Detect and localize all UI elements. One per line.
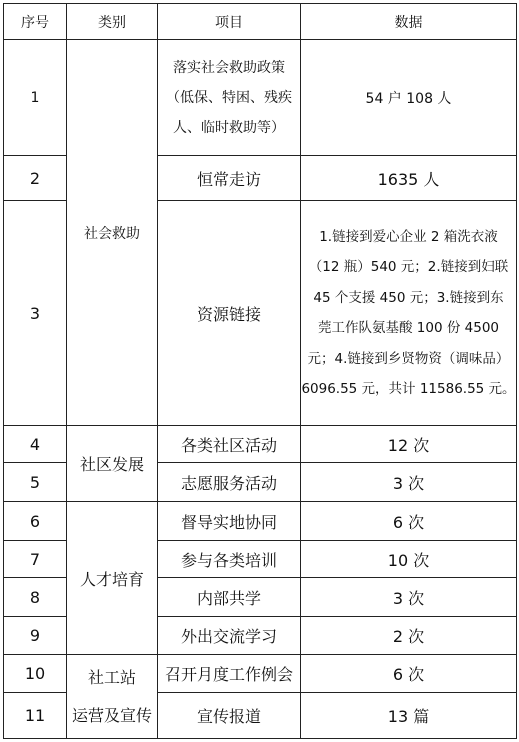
row-data: 13 篇	[301, 693, 517, 739]
data-line: 45 个支援 450 元；3.链接到东	[313, 289, 504, 306]
data-line: 元；4.链接到乡贤物资（调味品）	[307, 350, 510, 367]
row-item	[158, 40, 301, 156]
row-item: 督导实地协同	[158, 502, 301, 541]
row-data: 1635 人	[301, 156, 517, 201]
row-seq: 2	[4, 156, 67, 201]
data-line: 莞工作队氨基酸 100 份 4500	[318, 320, 499, 336]
row-item: 参与各类培训	[158, 541, 301, 578]
data-line: 6096.55 元，共计 11586.55 元。	[301, 381, 516, 397]
row-data: 6 次	[301, 655, 517, 693]
table-row	[4, 502, 517, 541]
row-item: 恒常走访	[158, 156, 301, 201]
table-row	[4, 40, 517, 156]
row-seq: 10	[4, 655, 67, 693]
row-item: 内部共学	[158, 578, 301, 617]
item-line: （低保、特困、残疾	[166, 89, 292, 106]
category-station	[67, 655, 158, 739]
header-data: 数据	[301, 4, 517, 40]
item-line: 人、临时救助等）	[173, 119, 285, 136]
row-item: 各类社区活动	[158, 426, 301, 463]
header-seq: 序号	[4, 4, 67, 40]
data-line: （12 瓶）540 元；2.链接到妇联	[308, 259, 509, 275]
row-seq: 7	[4, 541, 67, 578]
row-data: 3 次	[301, 463, 517, 502]
row-seq: 9	[4, 617, 67, 655]
table-row	[4, 426, 517, 463]
row-item: 资源链接	[158, 201, 301, 426]
row-data: 2 次	[301, 617, 517, 655]
statistics-table	[3, 3, 517, 739]
row-item: 志愿服务活动	[158, 463, 301, 502]
table-row	[4, 655, 517, 693]
header-item: 项目	[158, 4, 301, 40]
row-seq: 8	[4, 578, 67, 617]
row-data: 12 次	[301, 426, 517, 463]
row-seq: 5	[4, 463, 67, 502]
row-data: 54 户 108 人	[301, 40, 517, 156]
category-line: 社工站	[87, 667, 136, 687]
row-data: 10 次	[301, 541, 517, 578]
header-row	[4, 4, 517, 40]
item-line: 落实社会救助政策	[173, 59, 285, 76]
category-social-aid: 社会救助	[67, 40, 158, 426]
data-line: 1.链接到爱心企业 2 箱洗衣液	[319, 228, 498, 245]
row-data: 3 次	[301, 578, 517, 617]
row-data	[301, 201, 517, 426]
row-seq: 1	[4, 40, 67, 156]
row-item: 外出交流学习	[158, 617, 301, 655]
row-seq: 6	[4, 502, 67, 541]
header-category: 类别	[67, 4, 158, 40]
row-item: 宣传报道	[158, 693, 301, 739]
row-item: 召开月度工作例会	[158, 655, 301, 693]
category-line: 运营及宣传	[71, 705, 152, 725]
row-seq: 11	[4, 693, 67, 739]
row-seq: 3	[4, 201, 67, 426]
row-data: 6 次	[301, 502, 517, 541]
row-seq: 4	[4, 426, 67, 463]
category-community: 社区发展	[67, 426, 158, 502]
category-talent: 人才培育	[67, 502, 158, 655]
